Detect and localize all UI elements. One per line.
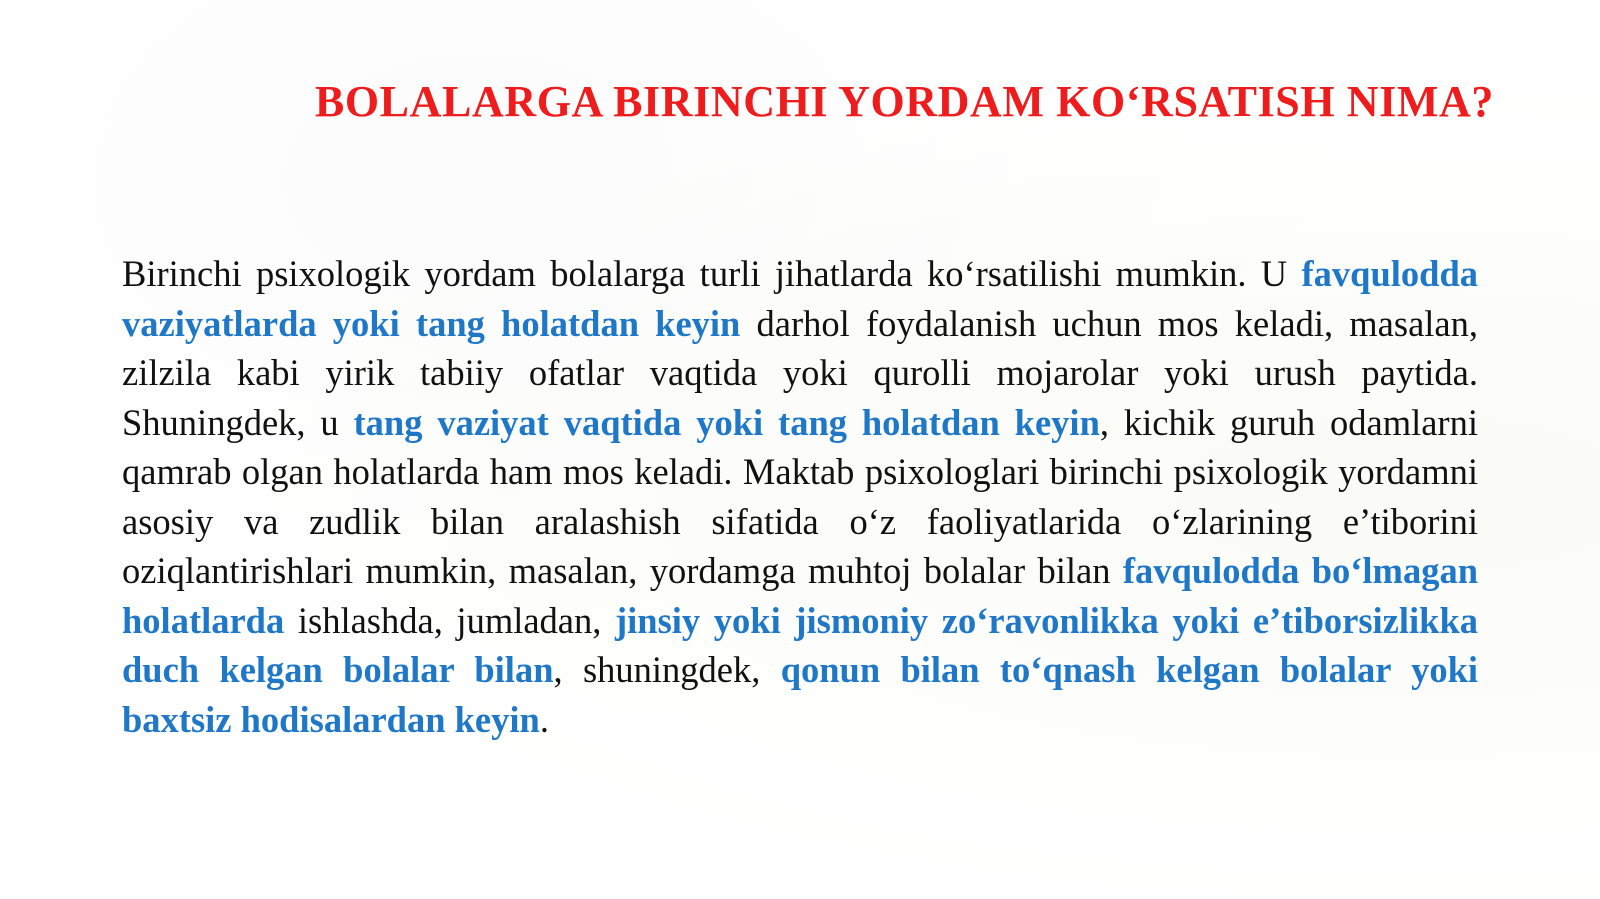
highlighted-phrase: tang vaziyat vaqtida yoki tang holatdan keyin bbox=[353, 401, 1100, 443]
highlighted-phrase: favqulodda vaziyatlarda yoki tang holatdan keyin bbox=[122, 253, 1478, 344]
text-run: , kichik guruh odamlarni qamrab olgan holatlarda ham mos keladi. Maktab psixologlari birinchi psixologik yordamni asosiy va zudlik bilan aralashish sifatida o‘z faoliyatlarida o‘zlarining e’tiborini oziqlantirishlari mumkin, masalan, yordamga muhtoj bolalar bilan bbox=[122, 401, 1478, 591]
text-run: Birinchi psixologik yordam bolalarga turli jihatlarda ko‘rsatilishi mumkin. U bbox=[122, 253, 1302, 294]
text-run: , shuningdek, bbox=[553, 649, 781, 690]
highlighted-phrase: jinsiy yoki jismoniy zo‘ravonlikka yoki e’tiborsizlikka duch kelgan bolalar bilan bbox=[122, 599, 1478, 690]
highlighted-phrase: favqulodda bo‘lmagan holatlarda bbox=[122, 550, 1478, 641]
text-run: ishlashda, jumladan, bbox=[284, 599, 615, 641]
slide-title: BOLALARGA BIRINCHI YORDAM KO‘RSATISH NIMA? bbox=[314, 77, 1494, 126]
highlighted-phrase: qonun bilan to‘qnash kelgan bolalar yoki baxtsiz hodisalardan keyin bbox=[122, 649, 1479, 740]
body-paragraph bbox=[122, 249, 1478, 744]
text-run: darhol foydalanish uchun mos keladi, masalan, zilzila kabi yirik tabiiy ofatlar vaqtida yoki qurolli mojarolar yoki urush paytida. Shuningdek, u bbox=[122, 302, 1478, 443]
text-run: . bbox=[539, 698, 549, 740]
